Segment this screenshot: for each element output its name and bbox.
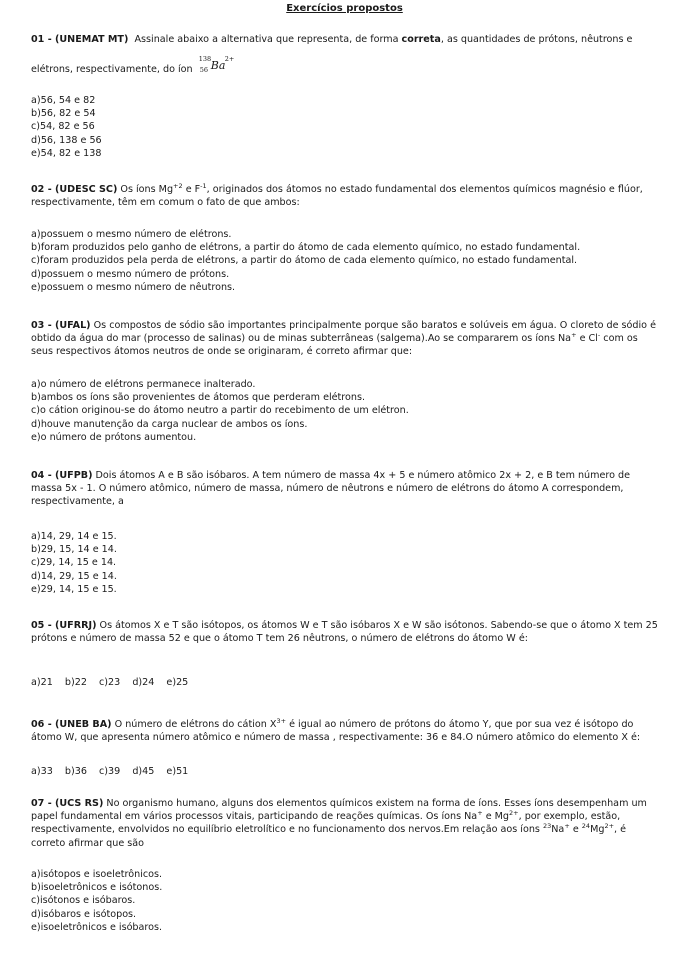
question-02-number: 02 - (UDESC SC) [31,184,118,195]
option: b)56, 82 e 54 [31,108,96,120]
option: c)54, 82 e 56 [31,121,95,133]
option: b)29, 15, 14 e 14. [31,544,117,556]
option: a)isótopos e isoeletrônicos. [31,869,163,880]
option: e)isoeletrônicos e isóbaros. [31,921,163,933]
question-06-options [31,765,197,778]
option: b)ambos os íons são provenientes de átomos que perderam elétrons. [31,392,366,404]
option: e)51 [166,766,189,777]
option: b)isoeletrônicos e isótonos. [31,882,163,894]
question-07: 07 - (UCS RS) No organismo humano, alguns dos elementos químicos existem na forma de íons. Esses íons desempenham um papel fundamental em vários processos vitais, participando de reações químicas. Os íons Na+ e $Mg^{2+}$, por exemplo, estão, respectivamente, envolvidos no equilíbrio eletrolítico e no funcionamento dos nervos.Em relação aos íons $^{23}$Na+ e $^{24}Mg^{2+}$, é correto afirmar que são [31,798,647,849]
question-05-number: 05 - (UFRRJ) [31,620,97,631]
question-04-options [31,530,651,596]
question-02-options [31,228,651,294]
option: d)possuem o mesmo número de prótons. [31,268,230,280]
option: e)o número de prótons aumentou. [31,431,197,443]
option: d)houve manutenção da carga nuclear de ambos os íons. [31,418,308,430]
option: d)24 [132,677,155,688]
option: b)36 [64,766,87,777]
option: c)23 [99,677,121,688]
option: a)possuem o mesmo número de elétrons. [31,229,232,240]
question-04: 04 - (UFPB) Dois átomos A e B são isóbaros. A tem número de massa 4x + 5 e número atômico 2x + 2, e B tem número de massa 5x - 1. O número atômico, número de massa, número de nêutrons e número de elétrons do átomo A correspondem, respectivamente, a [31,470,631,508]
question-04-number: 04 - (UFPB) [31,470,93,481]
option: b)22 [64,677,87,688]
option: a)21 [31,677,53,688]
question-07-options [31,868,651,934]
option: a)o número de elétrons permanece inalterado. [31,379,256,390]
option: a)14, 29, 14 e 15. [31,531,117,542]
page-title: Exercícios propostos [286,3,403,14]
question-05: 05 - (UFRRJ) Os átomos X e T são isótopos, os átomos W e T são isóbaros X e W são isótonos. Sabendo-se que o átomo X tem 25 prótons e número de massa 52 e que o átomo T tem 26 nêutrons, o número de elétrons do átomo W é: [31,620,658,645]
question-01-number: 01 - (UNEMAT MT) [31,34,129,45]
option: b)foram produzidos pelo ganho de elétrons, a partir do átomo de cada elemento químico, no estado fundamental. [31,242,581,254]
question-05-options [31,676,197,689]
option: d)56, 138 e 56 [31,134,102,146]
option: a)56, 54 e 82 [31,95,96,106]
option: e)54, 82 e 138 [31,147,102,159]
option: c)29, 14, 15 e 14. [31,557,117,569]
option: c)39 [99,766,121,777]
option: d)14, 29, 15 e 14. [31,570,117,582]
question-07-number: 07 - (UCS RS) [31,798,104,809]
option: e)29, 14, 15 e 15. [31,583,117,595]
option: c)isótonos e isóbaros. [31,895,136,907]
option: a)33 [31,766,53,777]
option: c)o cátion originou-se do átomo neutro a partir do recebimento de um elétron. [31,405,409,417]
question-02: 02 - (UDESC SC) Os íons $Mg^{+2}$ e $F^{-1}$, originados dos átomos no estado fundamental dos elementos químicos magnésio e flúor, respectivamente, têm em comum o fato de que ambos: [31,181,643,209]
question-01-options [31,94,651,160]
option: d)45 [132,766,155,777]
question-06-number: 06 - (UNEB BA) [31,719,112,730]
question-06: 06 - (UNEB BA) O número de elétrons do cátion $X^{3+}$ é igual ao número de prótons do átomo Y, que por sua vez é isótopo do átomo W, que apresenta número atômico e número de massa , respectivamente: 36 e 84.O número atômico do elemento X é: [31,716,641,744]
option: e)25 [166,677,189,688]
barium-ion-symbol: 138 56 Ba 2+ [198,55,235,74]
question-03: 03 - (UFAL) Os compostos de sódio são importantes principalmente porque são baratos e solúveis em água. O cloreto de sódio é obtido da água do mar (processo de salinas) ou de minas subterrâneas (salgema).Ao se compararem os íons Na+ e Cl- com os seus respectivos átomos neutros de onde se originaram, é correto afirmar que: [31,320,656,358]
question-03-options [31,378,651,444]
option: c)foram produzidos pela perda de elétrons, a partir do átomo de cada elemento químico, no estado fundamental. [31,255,578,267]
question-01: 01 - (UNEMAT MT) Assinale abaixo a alternativa que representa, de forma correta, as quantidades de prótons, nêutrons e elétrons, respectivamente, do íon 138 56 Ba 2+ [31,34,633,75]
question-03-number: 03 - (UFAL) [31,320,91,331]
option: e)possuem o mesmo número de nêutrons. [31,281,236,293]
option: d)isóbaros e isótopos. [31,908,137,920]
